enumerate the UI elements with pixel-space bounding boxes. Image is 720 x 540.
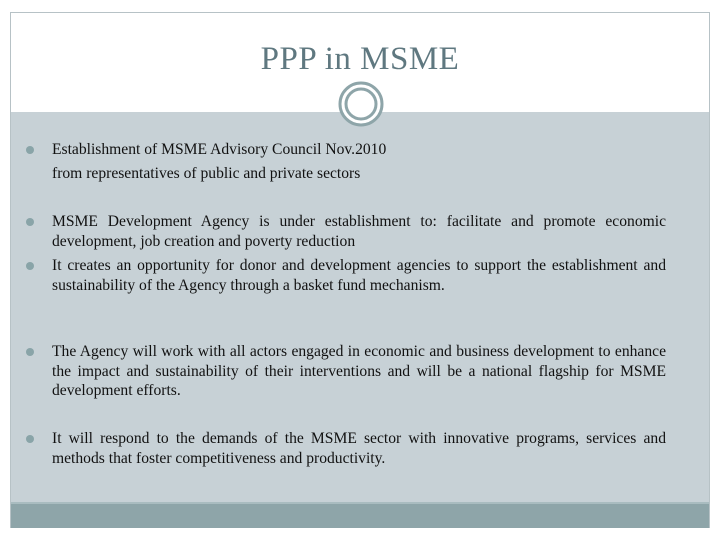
bullet-text: MSME Development Agency is under establishment to: facilitate and promote economic development, job creation and poverty reduction xyxy=(52,213,666,250)
circle-ornament-icon xyxy=(338,81,384,127)
bullet-line: Establishment of MSME Advisory Council Nov.2010 xyxy=(52,141,387,158)
bottom-bar xyxy=(11,502,709,528)
slide-title: PPP in MSME xyxy=(260,41,460,77)
bullet-text: It creates an opportunity for donor and development agencies to support the establishment and sustainability of the Agency through a basket fund mechanism. xyxy=(52,257,666,294)
list-item xyxy=(26,140,666,183)
bullet-text: The Agency will work with all actors engaged in economic and business development to enhance the impact and sustainability of their interventions and will be a national flagship for MSME development efforts. xyxy=(52,343,666,399)
bullet-dot-icon xyxy=(26,146,34,154)
bullet-dot-icon xyxy=(26,348,34,356)
list-item xyxy=(26,212,666,251)
bullet-dot-icon xyxy=(26,435,34,443)
list-item xyxy=(26,429,666,468)
list-item xyxy=(26,256,666,295)
bullet-dot-icon xyxy=(26,262,34,270)
bullet-line: from representatives of public and private sectors xyxy=(52,164,361,182)
list-item xyxy=(26,342,666,401)
bullet-dot-icon xyxy=(26,218,34,226)
bullet-text: It will respond to the demands of the MSME sector with innovative programs, services and methods that foster competitiveness and productivity. xyxy=(52,430,666,467)
